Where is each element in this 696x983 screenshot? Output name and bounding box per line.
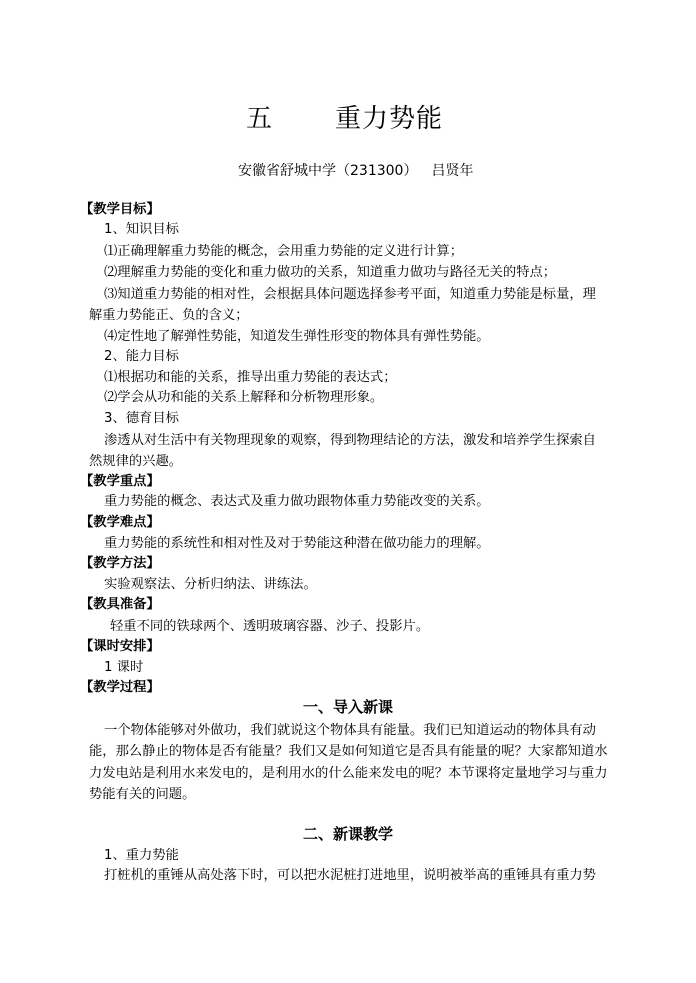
section-2-subtitle-1: 1、重力势能 bbox=[104, 848, 179, 863]
section-1-line-1: 一个物体能够对外做功，我们就说这个物体具有能量。我们已知道运动的物体具有动 bbox=[104, 723, 596, 738]
schedule-text: 1 课时 bbox=[104, 660, 144, 675]
knowledge-item-2: ⑵理解重力势能的变化和重力做功的关系，知道重力做功与路径无关的特点； bbox=[104, 265, 557, 280]
moral-title: 3、德育目标 bbox=[104, 411, 179, 426]
section-1-line-3: 力发电站是利用水来发电的，是利用水的什么能来发电的呢？本节课将定量地学习与重力 bbox=[89, 766, 608, 781]
title-number: 五 bbox=[246, 104, 273, 134]
author-school: 安徽省舒城中学（231300） bbox=[238, 163, 418, 179]
moral-item-1a: 渗透从对生活中有关物理现象的观察，得到物理结论的方法，激发和培养学生探索自 bbox=[104, 433, 596, 448]
methods-heading: 【教学方法】 bbox=[80, 556, 160, 571]
section-2-title: 二、新课教学 bbox=[302, 825, 393, 843]
ability-item-2: ⑵学会从功和能的关系上解释和分析物理形象。 bbox=[104, 390, 384, 405]
section-1-line-2: 能，那么静止的物体是否有能量？我们又是如何知道它是否具有能量的呢？大家都知道水 bbox=[89, 744, 608, 759]
knowledge-item-4: ⑷定性地了解弹性势能，知道发生弹性形变的物体具有弹性势能。 bbox=[104, 329, 490, 344]
knowledge-item-3b: 解重力势能正、负的含义； bbox=[89, 308, 249, 323]
difficulties-heading: 【教学难点】 bbox=[80, 515, 160, 530]
key-points-text: 重力势能的概念、表达式及重力做功跟物体重力势能改变的关系。 bbox=[104, 494, 490, 509]
key-points-heading: 【教学重点】 bbox=[80, 474, 160, 489]
ability-title: 2、能力目标 bbox=[104, 349, 179, 364]
section-1-title: 一、导入新课 bbox=[302, 698, 393, 716]
title-text: 重力势能 bbox=[335, 104, 444, 134]
section-2-line-1: 打桩机的重锤从高处落下时，可以把水泥桩打进地里，说明被举高的重锤具有重力势 bbox=[104, 868, 596, 883]
process-heading: 【教学过程】 bbox=[80, 680, 160, 695]
schedule-heading: 【课时安排】 bbox=[80, 639, 160, 654]
knowledge-title: 1、知识目标 bbox=[104, 222, 179, 237]
moral-item-1b: 然规律的兴趣。 bbox=[89, 454, 183, 469]
ability-item-1: ⑴根据功和能的关系，推导出重力势能的表达式； bbox=[104, 370, 397, 385]
equipment-heading: 【教具准备】 bbox=[80, 597, 160, 612]
objectives-heading: 【教学目标】 bbox=[80, 202, 160, 217]
knowledge-item-1: ⑴正确理解重力势能的概念，会用重力势能的定义进行计算； bbox=[104, 244, 464, 259]
section-1-line-4: 势能有关的问题。 bbox=[89, 787, 196, 802]
methods-text: 实验观察法、分析归纳法、讲练法。 bbox=[104, 577, 317, 592]
author-name: 吕贤年 bbox=[431, 163, 474, 179]
author-line bbox=[238, 160, 473, 180]
equipment-text: 轻重不同的铁球两个、透明玻璃容器、沙子、投影片。 bbox=[110, 619, 430, 634]
knowledge-item-3a: ⑶知道重力势能的相对性，会根据具体问题选择参考平面，知道重力势能是标量，理 bbox=[104, 287, 596, 302]
difficulties-text: 重力势能的系统性和相对性及对于势能这种潜在做功能力的理解。 bbox=[104, 536, 490, 551]
